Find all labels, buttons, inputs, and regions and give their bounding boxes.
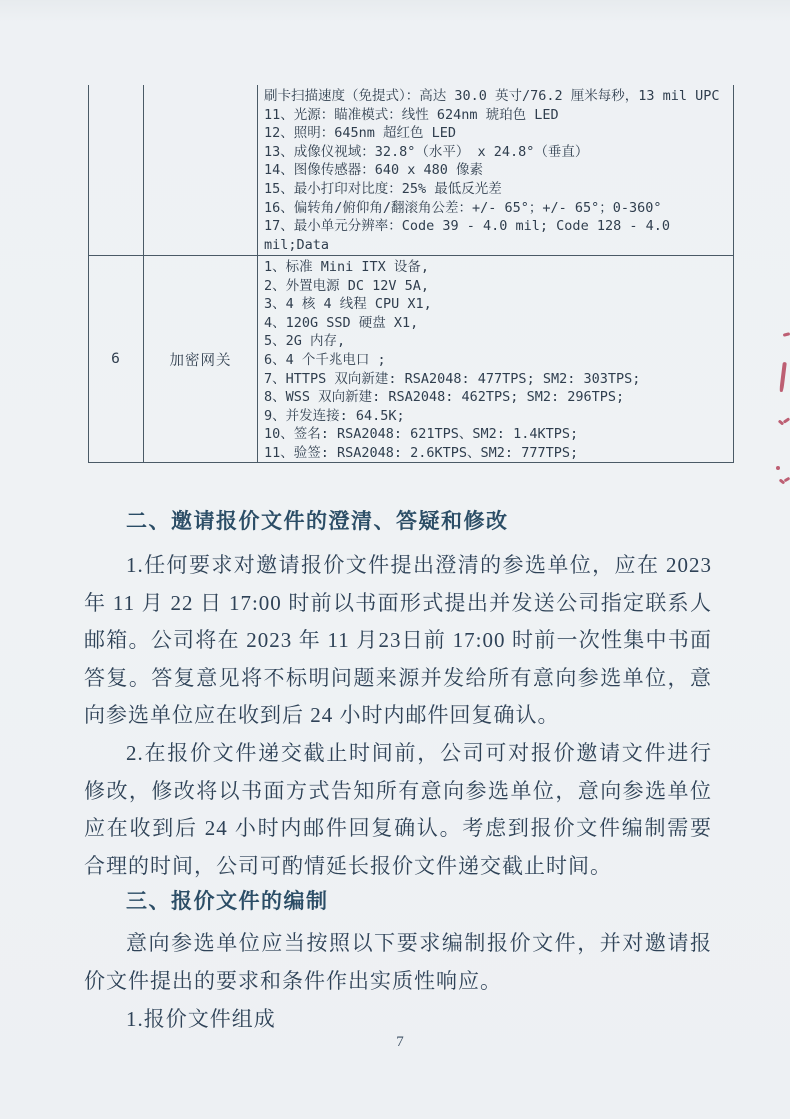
spec-line: 15、最小打印对比度：25% 最低反光差 xyxy=(264,180,502,197)
spec-line: 2、外置电源 DC 12V 5A, xyxy=(264,277,430,294)
red-ink-fragment xyxy=(776,466,780,470)
red-ink-fragment xyxy=(784,477,790,483)
red-ink-fragment xyxy=(779,362,787,392)
paragraph-composition: 1.报价文件组成 xyxy=(126,1006,276,1031)
table-cell-name: 加密网关 xyxy=(143,256,257,462)
table-cell-specs xyxy=(257,85,734,255)
spec-line: 6、4 个千兆电口 ; xyxy=(264,351,386,368)
table-row-encryption-gateway xyxy=(88,256,734,463)
spec-line: 3、4 核 4 线程 CPU X1, xyxy=(264,296,432,313)
spec-line: 1、标准 Mini ITX 设备, xyxy=(264,259,430,275)
spec-line: 9、并发连接: 64.5K; xyxy=(264,407,405,424)
document-body xyxy=(84,463,712,1038)
paragraph-clarification-2: 2.在报价文件递交截止时间前，公司可对报价邀请文件进行修改，修改将以书面方式告知所有意向参选单位，意向参选单位应在收到后 24 小时内邮件回复确认。考虑到报价文件编制需要合理的时间，公司可酌情延长报价文件递交截止时间。 xyxy=(84,740,712,878)
table-cell-index: 6 xyxy=(88,256,143,462)
spec-line: 16、偏转角/俯仰角/翻滚角公差：+/- 65°；+/- 65°；0-360° xyxy=(264,199,662,216)
spec-line: 11、验签: RSA2048: 2.6KTPS、SM2: 777TPS; xyxy=(264,444,579,461)
section-heading-clarification: 二、邀请报价文件的澄清、答疑和修改 xyxy=(126,510,509,533)
spec-line: 12、照明：645nm 超红色 LED xyxy=(264,125,457,142)
page-number: 7 xyxy=(396,1034,404,1050)
spec-line: 11、光源：瞄准模式：线性 624nm 琥珀色 LED xyxy=(264,106,559,123)
spec-line: 13、成像仪视域：32.8°（水平） x 24.8°（垂直） xyxy=(264,143,589,160)
spec-line xyxy=(264,254,729,255)
spec-line: 10、签名: RSA2048: 621TPS、SM2: 1.4KTPS; xyxy=(264,426,579,443)
paragraph-preparation: 意向参选单位应当按照以下要求编制报价文件，并对邀请报价文件提出的要求和条件作出实质性响应。 xyxy=(84,931,712,993)
table-cell-specs xyxy=(257,256,734,462)
red-ink-fragment xyxy=(783,332,790,337)
table-row-continuation xyxy=(88,85,734,256)
table-cell-index xyxy=(88,85,143,255)
spec-line: 5、2G 内存, xyxy=(264,333,346,350)
red-ink-fragment xyxy=(783,417,790,423)
spec-line: 14、图像传感器：640 x 480 像素 xyxy=(264,162,484,179)
spec-table xyxy=(88,85,734,463)
spec-line: 17、最小单元分辨率：Code 39 - 4.0 mil; Code 128 - 4.0 mil;Data xyxy=(264,218,670,253)
spec-line: 刷卡扫描速度（免提式）：高达 30.0 英寸/76.2 厘米每秒，13 mil UPC xyxy=(264,88,720,104)
paragraph-clarification-1: 1.任何要求对邀请报价文件提出澄清的参选单位，应在 2023 年 11 月 22 日 17:00 时前以书面形式提出并发送公司指定联系人邮箱。公司将在 2023 年 11 月23日前 17:00 时前一次性集中书面答复。答复意见将不标明问题来源并发给所有意向参选单位，意向参选单位应在收到后 24 小时内邮件回复确认。 xyxy=(84,553,712,728)
spec-line: 4、120G SSD 硬盘 X1, xyxy=(264,314,419,331)
table-cell-name xyxy=(143,85,257,255)
spec-line: 7、HTTPS 双向新建: RSA2048: 477TPS; SM2: 303TPS; xyxy=(264,370,641,387)
spec-line: 8、WSS 双向新建: RSA2048: 462TPS; SM2: 296TPS; xyxy=(264,389,625,406)
section-heading-preparation: 三、报价文件的编制 xyxy=(126,890,329,914)
